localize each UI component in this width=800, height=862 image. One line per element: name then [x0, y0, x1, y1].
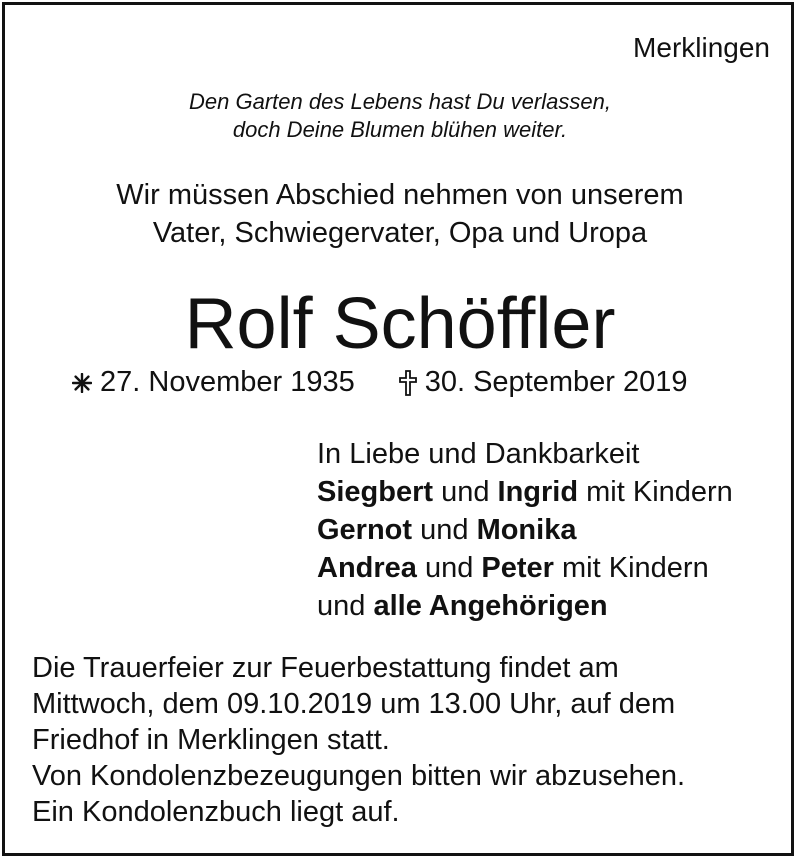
mourner-name: Gernot [317, 514, 413, 546]
announcement-line-1: Wir müssen Abschied nehmen von unserem [116, 179, 684, 211]
motto-line-1: Den Garten des Lebens hast Du verlassen, [189, 89, 611, 114]
place-label: Merklingen [633, 32, 770, 63]
mourner-prefix: und [317, 590, 374, 622]
motto [0, 88, 800, 144]
mourner-conjunction: und [412, 514, 477, 546]
mourner-relatives: alle Angehörigen [373, 590, 608, 622]
notice-line-4: Von Kondolenzbezeugungen bitten wir abzusehen. [32, 760, 686, 792]
mourners-row [317, 587, 733, 625]
mourner-name: Monika [476, 514, 577, 546]
death-date: 30. September 2019 [424, 366, 688, 398]
mourners-intro: In Liebe und Dankbarkeit [317, 438, 640, 470]
funeral-notice [32, 650, 685, 830]
mourner-name: Ingrid [497, 476, 579, 508]
mourners-row [317, 511, 733, 549]
life-dates [72, 364, 688, 400]
notice-line-3: Friedhof in Merklingen statt. [32, 724, 390, 756]
notice-line-2: Mittwoch, dem 09.10.2019 um 13.00 Uhr, auf dem [32, 688, 676, 720]
motto-line-2: doch Deine Blumen blühen weiter. [232, 117, 568, 142]
cross-icon [399, 364, 417, 400]
announcement [0, 176, 800, 252]
mourner-conjunction: und [433, 476, 498, 508]
notice-line-5: Ein Kondolenzbuch liegt auf. [32, 796, 400, 828]
mourner-name: Peter [481, 552, 554, 584]
mourner-conjunction: und [416, 552, 482, 584]
announcement-line-2: Vater, Schwiegervater, Opa und Uropa [152, 217, 648, 249]
mourner-suffix: mit Kindern [553, 552, 709, 584]
birth-date: 27. November 1935 [100, 366, 355, 398]
mourner-name: Andrea [317, 552, 417, 584]
mourners-list [317, 435, 733, 625]
star-icon [72, 364, 92, 400]
mourners-row [317, 473, 733, 511]
notice-line-1: Die Trauerfeier zur Feuerbestattung findet am [32, 652, 619, 684]
deceased-name: Rolf Schöffler [184, 284, 616, 364]
mourner-suffix: mit Kindern [578, 476, 733, 508]
mourners-row [317, 549, 733, 587]
mourner-name: Siegbert [317, 476, 434, 508]
